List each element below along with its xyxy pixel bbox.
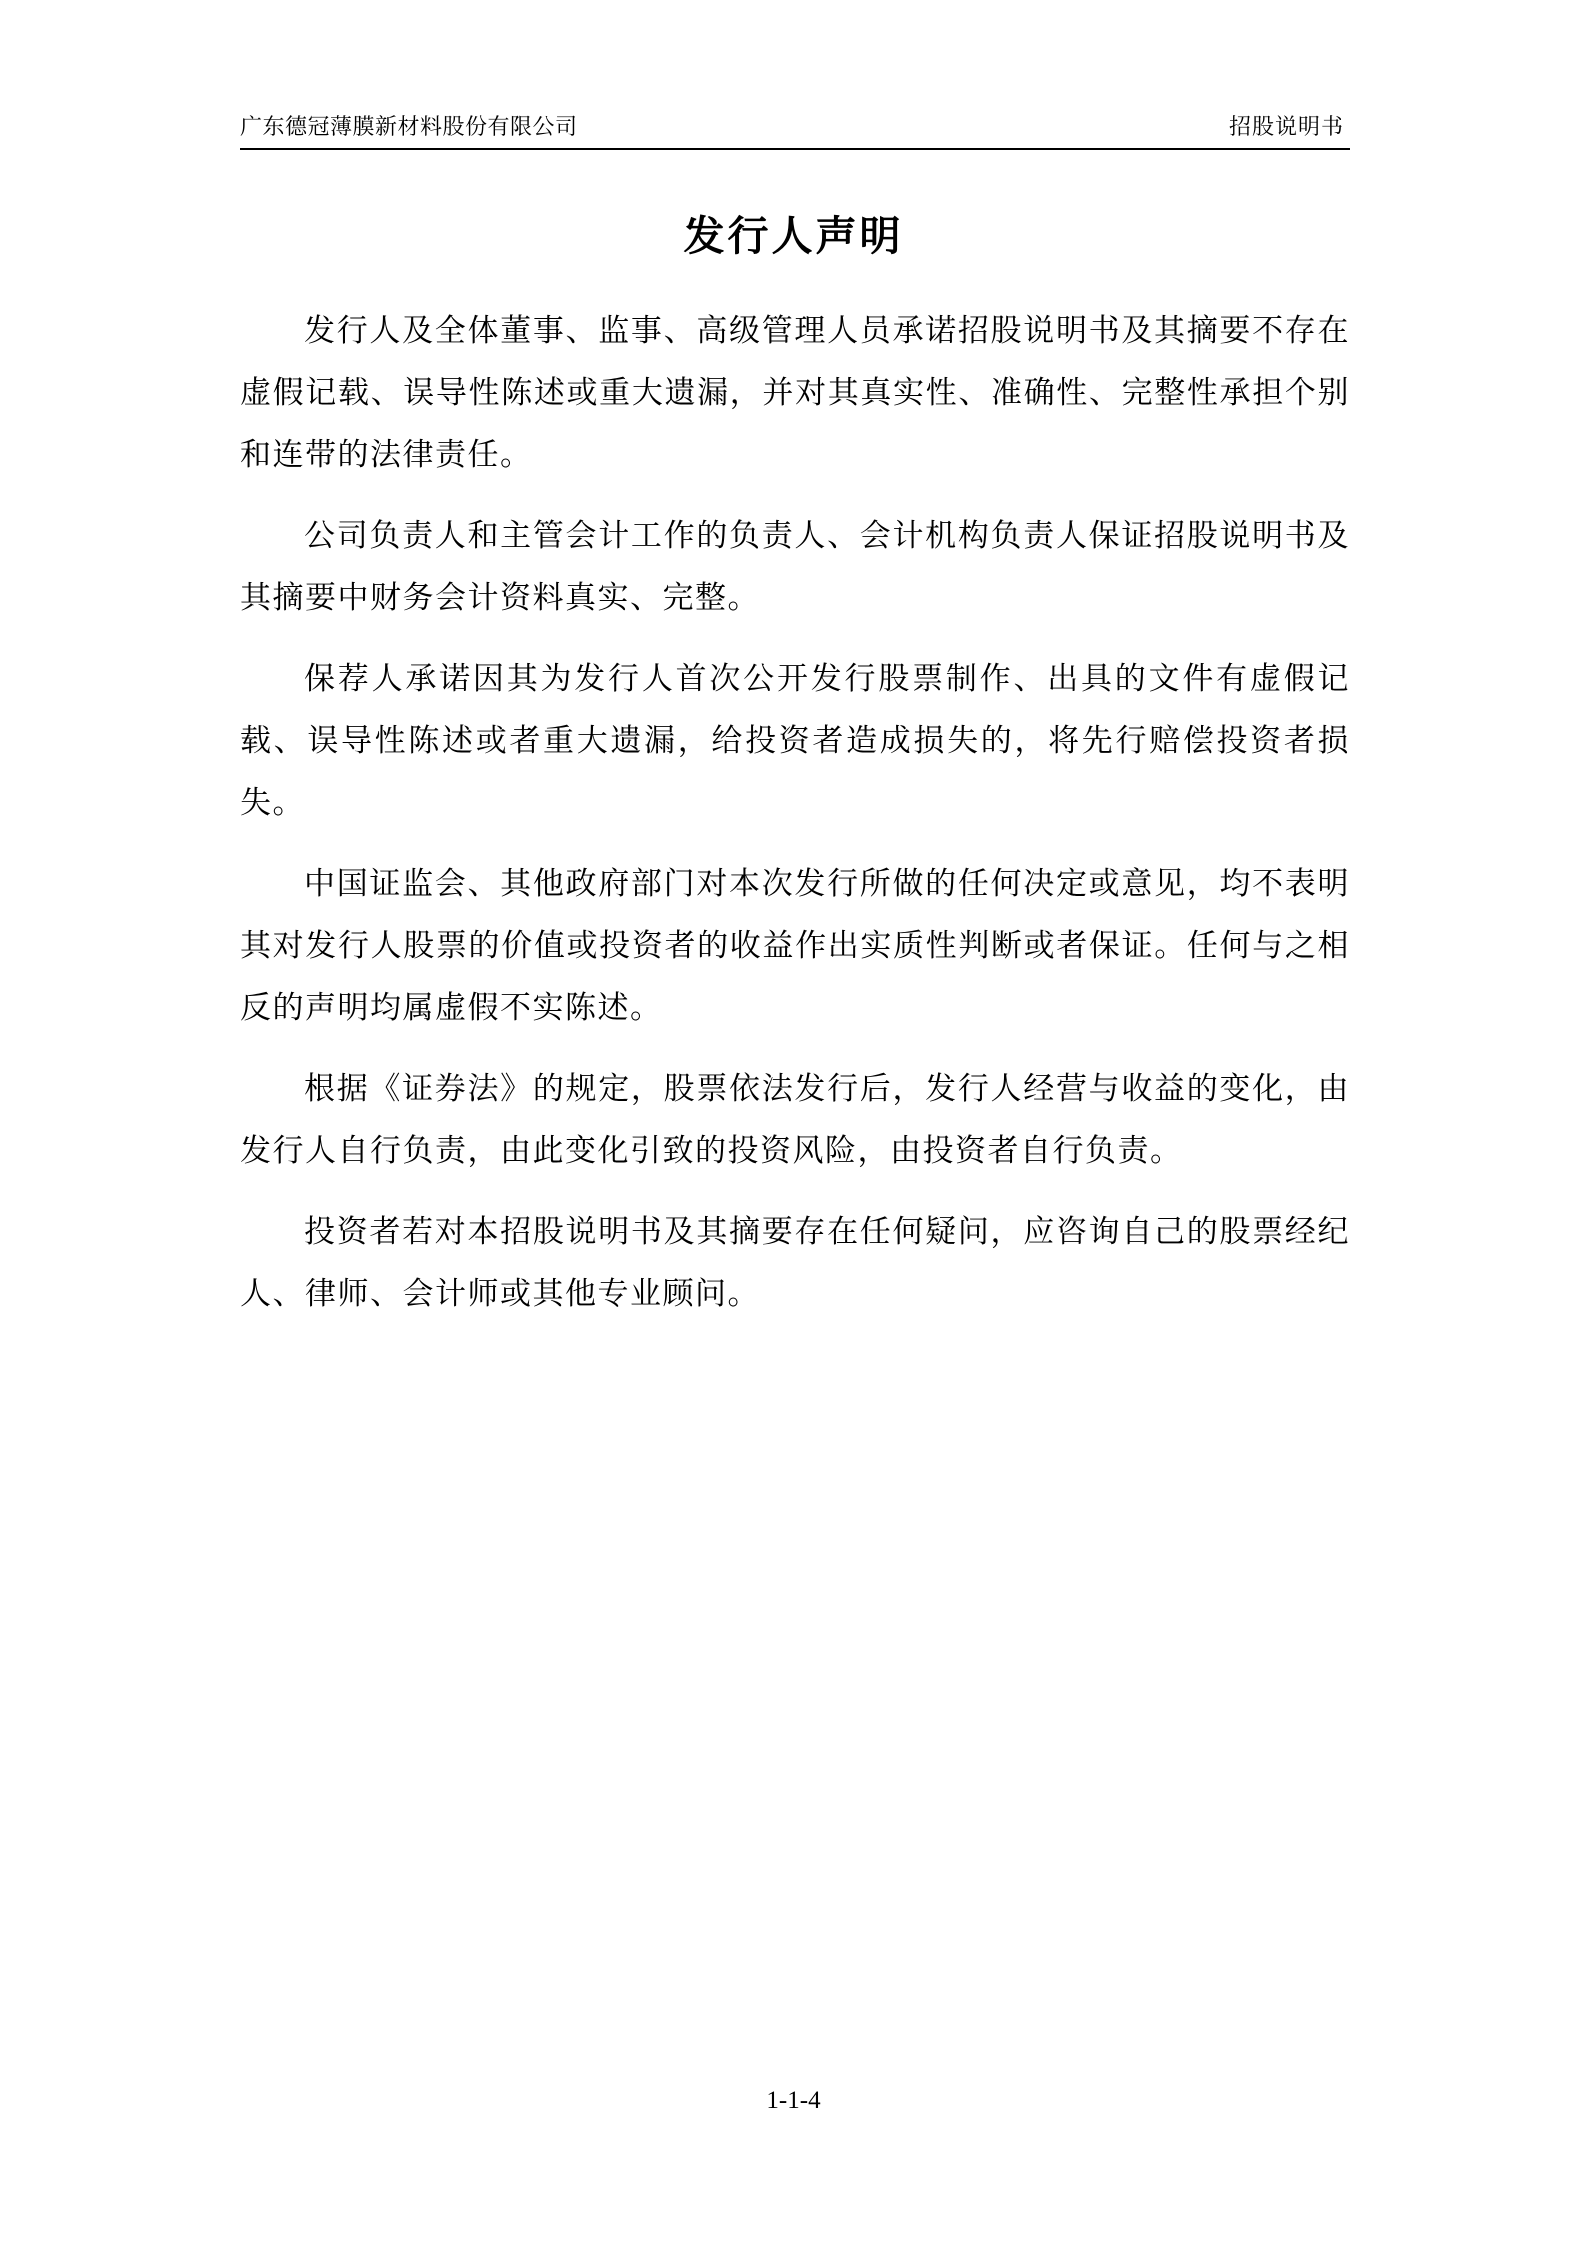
statement-paragraph: 中国证监会、其他政府部门对本次发行所做的任何决定或意见，均不表明其对发行人股票的价值或投资者的收益作出实质性判断或者保证。任何与之相反的声明均属虚假不实陈述。 [240,866,1350,1026]
header-document-type: 招股说明书 [1228,115,1344,140]
statement-body [240,300,1350,1344]
statement-paragraph: 发行人及全体董事、监事、高级管理人员承诺招股说明书及其摘要不存在虚假记载、误导性陈述或重大遗漏，并对其真实性、准确性、完整性承担个别和连带的法律责任。 [240,313,1350,473]
page-number: 1-1-4 [766,2087,821,2114]
header-company-name: 广东德冠薄膜新材料股份有限公司 [240,115,578,140]
page-header [240,112,1350,150]
statement-paragraph: 投资者若对本招股说明书及其摘要存在任何疑问，应咨询自己的股票经纪人、律师、会计师或其他专业顾问。 [240,1214,1350,1312]
page-title: 发行人声明 [683,212,904,260]
statement-paragraph: 保荐人承诺因其为发行人首次公开发行股票制作、出具的文件有虚假记载、误导性陈述或者重大遗漏，给投资者造成损失的，将先行赔偿投资者损失。 [240,661,1350,821]
statement-paragraph: 公司负责人和主管会计工作的负责人、会计机构负责人保证招股说明书及其摘要中财务会计资料真实、完整。 [240,518,1350,616]
statement-paragraph: 根据《证券法》的规定，股票依法发行后，发行人经营与收益的变化，由发行人自行负责，由此变化引致的投资风险，由投资者自行负责。 [240,1071,1350,1169]
